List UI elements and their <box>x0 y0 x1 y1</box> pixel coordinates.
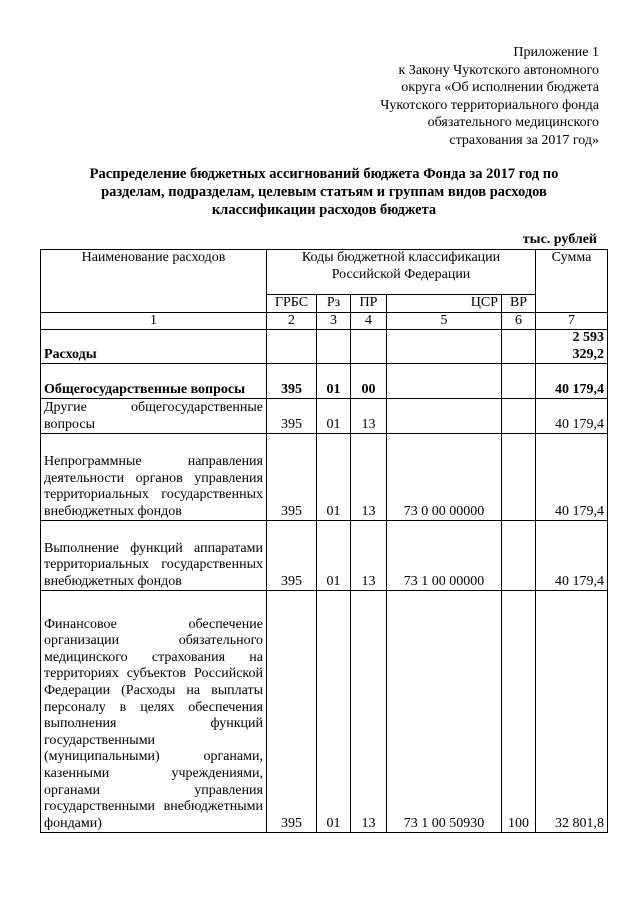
row-sum: 2 593 329,2 <box>536 330 608 364</box>
row-vr <box>502 364 536 399</box>
header-name: Наименование расходов <box>41 250 267 313</box>
row-grbs: 395 <box>267 434 317 521</box>
row-vr: 100 <box>502 591 536 833</box>
row-rz: 01 <box>317 399 351 434</box>
column-number: 3 <box>317 312 351 330</box>
appendix-header <box>300 44 599 149</box>
row-csr <box>387 399 502 434</box>
row-name: Расходы <box>41 330 267 364</box>
column-number: 1 <box>41 312 267 330</box>
title-line: классификации расходов бюджета <box>211 202 437 218</box>
row-pr: 13 <box>351 399 387 434</box>
column-number: 4 <box>351 312 387 330</box>
row-sum: 32 801,8 <box>536 591 608 833</box>
units-label: тыс. рублей <box>522 232 597 247</box>
row-pr <box>351 330 387 364</box>
column-number-row <box>41 312 608 330</box>
row-grbs: 395 <box>267 591 317 833</box>
row-name: Выполнение функций аппаратами территориальных государственных внебюджетных фондов <box>41 521 267 591</box>
row-sum: 40 179,4 <box>536 434 608 521</box>
appendix-line: округа «Об исполнении бюджета <box>401 80 599 95</box>
document-title <box>40 165 608 219</box>
title-line: Распределение бюджетных ассигнований бюджета Фонда за 2017 год по <box>89 166 559 182</box>
row-pr: 13 <box>351 521 387 591</box>
row-pr: 13 <box>351 434 387 521</box>
row-vr <box>502 434 536 521</box>
table-row <box>41 364 608 399</box>
table-row <box>41 330 608 364</box>
row-name: Общегосударственные вопросы <box>41 364 267 399</box>
row-csr <box>387 330 502 364</box>
budget-table <box>40 249 608 833</box>
header-row <box>41 250 608 295</box>
row-sum: 40 179,4 <box>536 521 608 591</box>
row-vr <box>502 330 536 364</box>
table-row <box>41 434 608 521</box>
row-name: Непрограммные направления деятельности органов управления территориальных государственных внебюджетных фондов <box>41 434 267 521</box>
row-name: Финансовое обеспечение организации обязательного медицинского страхования на территориях субъектов Российской Федерации (Расходы на выплаты персоналу в целях обеспечения выполнения функций государственными (муниципальными) органами, казенными учреждениями, органами управления государственными внебюджетными фондами) <box>41 591 267 833</box>
row-vr <box>502 521 536 591</box>
row-sum: 40 179,4 <box>536 399 608 434</box>
appendix-line: Чукотского территориального фонда <box>380 97 599 113</box>
header-csr: ЦСР <box>387 295 502 313</box>
header-pr: ПР <box>351 295 387 313</box>
row-pr: 00 <box>351 364 387 399</box>
row-rz: 01 <box>317 364 351 399</box>
row-pr: 13 <box>351 591 387 833</box>
row-csr: 73 1 00 50930 <box>387 591 502 833</box>
row-grbs <box>267 330 317 364</box>
title-line: разделам, подразделам, целевым статьям и группам видов расходов <box>101 184 547 200</box>
header-grbs: ГРБС <box>267 295 317 313</box>
column-number: 6 <box>502 312 536 330</box>
table-row <box>41 521 608 591</box>
row-grbs: 395 <box>267 364 317 399</box>
row-csr: 73 0 00 00000 <box>387 434 502 521</box>
appendix-line: к Закону Чукотского автономного <box>398 62 599 78</box>
table-row <box>41 591 608 833</box>
row-rz: 01 <box>317 591 351 833</box>
table-body <box>41 250 608 833</box>
row-rz: 01 <box>317 434 351 521</box>
row-grbs: 395 <box>267 521 317 591</box>
header-vr: ВР <box>502 295 536 313</box>
header-rz: Рз <box>317 295 351 313</box>
row-vr <box>502 399 536 434</box>
column-number: 2 <box>267 312 317 330</box>
table-row <box>41 399 608 434</box>
column-number: 7 <box>536 312 608 330</box>
row-sum: 40 179,4 <box>536 364 608 399</box>
appendix-line: страхования за 2017 год» <box>449 132 599 148</box>
row-rz <box>317 330 351 364</box>
row-rz: 01 <box>317 521 351 591</box>
appendix-line: обязательного медицинского <box>427 115 599 130</box>
header-sum: Сумма <box>536 250 608 313</box>
row-name: Другие общегосударственные вопросы <box>41 399 267 434</box>
column-number: 5 <box>387 312 502 330</box>
row-grbs: 395 <box>267 399 317 434</box>
row-csr: 73 1 00 00000 <box>387 521 502 591</box>
header-codes: Коды бюджетной классификации Российской Федерации <box>267 250 536 295</box>
appendix-line: Приложение 1 <box>513 45 599 60</box>
row-csr <box>387 364 502 399</box>
